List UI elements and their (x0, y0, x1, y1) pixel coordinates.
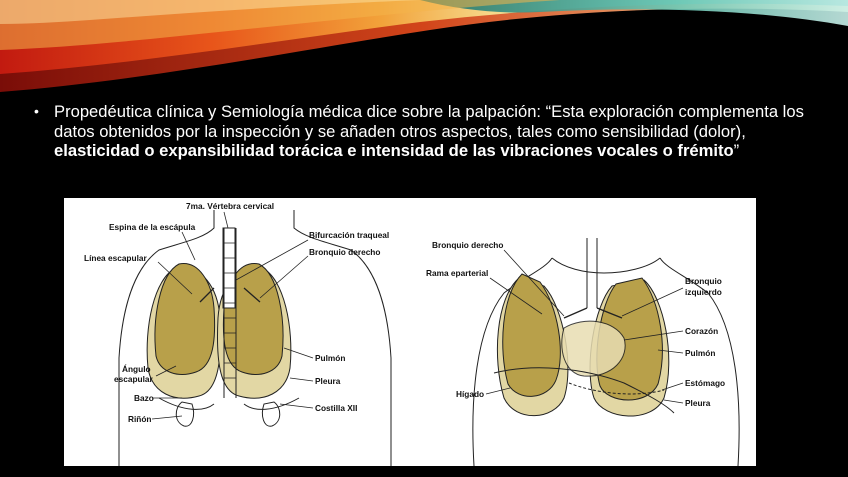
label-bronquio-derecho-anterior: Bronquio derecho (432, 240, 504, 250)
label-pleura-anterior: Pleura (685, 398, 711, 408)
label-pleura-posterior: Pleura (315, 376, 341, 386)
bullet-intro-text: Propedéutica clínica y Semiología médica dice sobre la palpación: “Esta exploración complementa los datos obtenidos por la inspección y se añaden otros aspectos, tales como sensibilidad (dolor), (54, 102, 804, 141)
label-corazon: Corazón (685, 326, 719, 336)
bullet-close-quote: ” (733, 141, 740, 160)
label-pulmon-anterior: Pulmón (685, 348, 716, 358)
label-bazo: Bazo (134, 393, 154, 403)
label-pulmon-posterior: Pulmón (315, 353, 346, 363)
label-rama-eparterial: Rama eparterial (426, 268, 489, 278)
label-bronquio-izquierdo-1: Bronquio (685, 276, 722, 286)
bullet-icon: • (34, 103, 39, 119)
label-angulo: Ángulo (122, 364, 151, 374)
label-7ma-vertebra: 7ma. Vértebra cervical (186, 201, 275, 211)
label-espina-escapula: Espina de la escápula (109, 222, 196, 232)
label-linea-escapular: Línea escapular (84, 253, 147, 263)
bullet-text (54, 102, 814, 161)
label-costilla-xii: Costilla XII (315, 403, 358, 413)
label-escapular: escapular (114, 374, 153, 384)
label-bronquio-derecho-posterior: Bronquio derecho (309, 247, 381, 257)
decorative-swoosh-header (0, 0, 848, 110)
label-estomago: Estómago (685, 378, 726, 388)
label-bronquio-izquierdo-2: izquierdo (685, 287, 722, 297)
bullet-bold-text: elasticidad o expansibilidad torácica e intensidad de las vibraciones vocales o frémito (54, 141, 734, 160)
label-bifurcacion-traqueal: Bifurcación traqueal (309, 230, 390, 240)
label-rinon: Riñón (128, 414, 152, 424)
label-higado: Hígado (456, 389, 485, 399)
lung-diagram-figure (64, 198, 756, 466)
lung-diagram (64, 198, 756, 466)
